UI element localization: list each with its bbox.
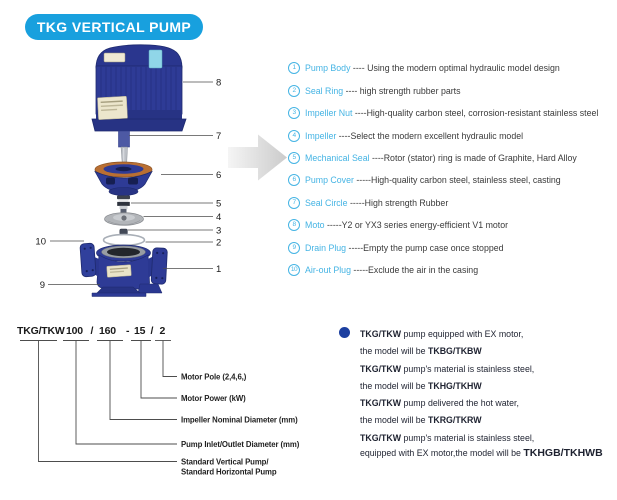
model-variant-notes <box>360 326 615 460</box>
label-impeller-diameter: Impeller Nominal Diameter (mm) <box>181 415 298 425</box>
pump-exploded-diagram <box>0 40 300 310</box>
part-number-badge: 10 <box>288 264 300 276</box>
callout-3: 3 <box>216 225 222 237</box>
label-motor-pole: Motor Pole (2,4,6,) <box>181 372 247 382</box>
part-name: Impeller Nut <box>305 108 353 119</box>
motor <box>92 45 186 131</box>
note-line: TKG/TKW pump delivered the hot water, <box>360 398 519 409</box>
right-arrow-icon <box>228 135 287 181</box>
pump-nameplate <box>107 265 132 278</box>
note-line: equipped with EX motor,the model will be TKHGB/TKHWB <box>360 447 603 460</box>
motor-nameplate-front <box>97 96 127 119</box>
seal-ring <box>104 235 145 246</box>
motor-nameplate-top <box>104 53 125 62</box>
part-item-8 <box>288 214 617 236</box>
part-number-badge: 2 <box>288 85 300 97</box>
callout-7: 7 <box>216 130 222 142</box>
callout-10: 10 <box>35 236 46 248</box>
page-title: TKG VERTICAL PUMP <box>25 14 203 40</box>
label-standard-vertical: Standard Vertical Pump/ <box>181 457 269 467</box>
part-item-1 <box>288 57 617 79</box>
parts-list <box>288 57 617 281</box>
part-desc: -----Exclude the air in the casing <box>350 265 479 276</box>
part-item-4 <box>288 124 617 146</box>
part-number-badge: 1 <box>288 62 300 74</box>
note-line: the model will be TKHG/TKHW <box>360 380 482 391</box>
part-desc: ---- Using the modern optimal hydraulic model design <box>350 63 560 74</box>
part-number-badge: 7 <box>288 197 300 209</box>
note-line: TKG/TKW pump's material is stainless steel, <box>360 363 535 374</box>
pump-foot-right <box>138 284 162 293</box>
callout-4: 4 <box>216 211 222 223</box>
part-name: Impeller <box>305 130 337 141</box>
note-line: the model will be TKRG/TKRW <box>360 415 482 426</box>
part-name: Drain Plug <box>305 242 347 253</box>
inlet-flange <box>80 243 96 277</box>
callout-6: 6 <box>216 169 222 181</box>
part-name: Pump Body <box>305 63 351 74</box>
mechanical-seal <box>117 196 130 213</box>
callout-1: 1 <box>216 263 222 275</box>
part-name: Seal Circle <box>305 197 348 208</box>
part-name: Air-out Plug <box>305 265 351 276</box>
callout-8: 8 <box>216 77 222 89</box>
label-motor-power: Motor Power (kW) <box>181 394 246 403</box>
motor-shaft <box>119 131 130 167</box>
part-desc: ----Rotor (stator) ring is made of Graphite, Hard Alloy <box>369 152 577 163</box>
motor-base-flange <box>92 119 186 131</box>
part-number-badge: 4 <box>288 130 300 142</box>
model-impeller-diameter: 160 <box>99 325 116 337</box>
part-number-badge: 9 <box>288 242 300 254</box>
label-standard-horizontal: Standard Horizontal Pump <box>181 467 277 477</box>
part-name: Mechanical Seal <box>305 152 370 163</box>
part-name: Moto <box>305 220 325 231</box>
label-inlet-outlet-diameter: Pump Inlet/Outlet Diameter (mm) <box>181 440 300 449</box>
part-desc: -----Y2 or YX3 series energy-efficient V1 motor <box>324 220 509 231</box>
model-code-diagram <box>0 318 340 488</box>
part-number-badge: 5 <box>288 152 300 164</box>
part-name: Pump Cover <box>305 175 354 186</box>
callout-9: 9 <box>39 279 45 291</box>
part-number-badge: 8 <box>288 219 300 231</box>
model-sep2: - <box>126 325 130 337</box>
motor-label-cyan <box>149 50 162 68</box>
part-name: Seal Ring <box>305 85 344 96</box>
model-tree-lines <box>20 341 177 462</box>
impeller <box>105 213 144 226</box>
note-line: the model will be TKBG/TKBW <box>360 346 482 357</box>
part-desc: -----High strength Rubber <box>347 197 449 208</box>
model-series: TKG/TKW <box>17 325 65 337</box>
callout-2: 2 <box>216 237 222 249</box>
model-inlet-outlet: 100 <box>66 325 83 337</box>
part-item-3 <box>288 102 617 124</box>
part-desc: ----High-quality carbon steel, corrosion-resistant stainless steel <box>352 108 599 119</box>
part-item-6 <box>288 169 617 191</box>
model-sep1: / <box>90 325 94 337</box>
outlet-flange <box>151 248 167 285</box>
impeller-nut <box>120 229 128 235</box>
part-desc: ---- high strength rubber parts <box>343 85 461 96</box>
part-item-2 <box>288 79 617 101</box>
pump-cover <box>95 162 152 196</box>
part-desc: ----Select the modern excellent hydraulic model <box>336 130 524 141</box>
part-item-10 <box>288 259 617 281</box>
part-desc: -----High-quality carbon steel, stainless steel, casting <box>353 175 561 186</box>
part-desc: -----Empty the pump case once stopped <box>346 242 504 253</box>
note-line: TKG/TKW pump's material is stainless steel, <box>360 432 535 443</box>
part-number-badge: 6 <box>288 174 300 186</box>
pump-body <box>80 243 168 296</box>
part-item-7 <box>288 192 617 214</box>
callout-5: 5 <box>216 198 222 210</box>
model-motor-pole: 2 <box>159 325 166 337</box>
note-line: TKG/TKW pump equipped with EX motor, <box>360 329 524 339</box>
model-motor-power: 15 <box>134 325 146 337</box>
part-number-badge: 3 <box>288 107 300 119</box>
part-item-5 <box>288 147 617 169</box>
model-sep3: / <box>150 325 154 337</box>
part-item-9 <box>288 237 617 259</box>
bullet-icon <box>339 327 350 338</box>
